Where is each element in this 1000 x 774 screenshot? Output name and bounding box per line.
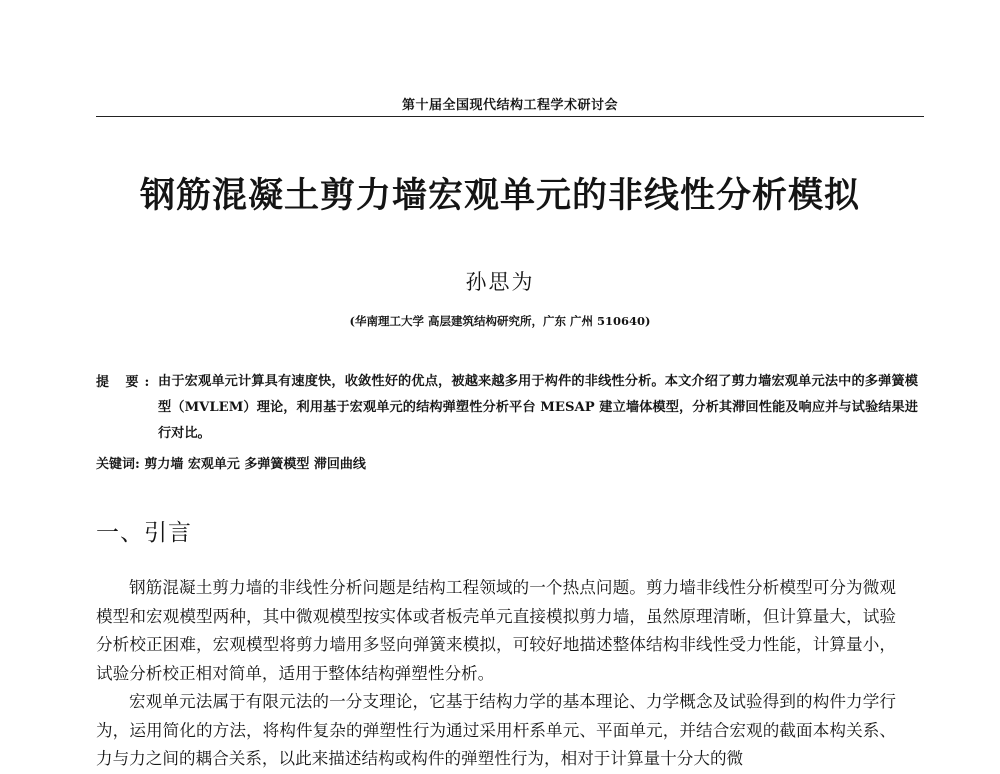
keywords [96, 453, 366, 472]
abstract-text [158, 369, 918, 447]
abstract-label: 提 要: [96, 375, 156, 390]
running-head: 第十届全国现代结构工程学术研讨会 [401, 98, 618, 113]
section-body [96, 574, 896, 774]
abstract-paragraph: 由于宏观单元计算具有速度快，收敛性好的优点，被越来越多用于构件的非线性分析。本文介绍了剪力墙宏观单元法中的多弹簧模型（MVLEM）理论，利用基于宏观单元的结构弹塑性分析平台 MESAP 建立墙体模型，分析其滞回性能及响应并与试验结果进行对比。 [158, 374, 918, 441]
paper-title: 钢筋混凝土剪力墙宏观单元的非线性分析模拟 [139, 176, 860, 216]
keywords-list: 剪力墙 宏观单元 多弹簧模型 滞回曲线 [139, 457, 366, 472]
body-paragraph: 宏观单元法属于有限元法的一分支理论，它基于结构力学的基本理论、力学概念及试验得到的构件力学行为，运用简化的方法，将构件复杂的弹塑性行为通过采用杆系单元、平面单元，并结合宏观的截面本构关系、力与力之间的耦合关系，以此来描述结构或构件的弹塑性行为，相对于计算量十分大的微 [96, 692, 896, 768]
header-rule [96, 116, 924, 117]
author-name: 孙思为 [465, 270, 535, 294]
keywords-label: 关键词: [96, 457, 140, 472]
section-heading: 一、引言 [96, 520, 192, 546]
affiliation: (华南理工大学 高层建筑结构研究所，广东 广州 510640) [349, 314, 651, 328]
body-paragraph: 钢筋混凝土剪力墙的非线性分析问题是结构工程领域的一个热点问题。剪力墙非线性分析模型可分为微观模型和宏观模型两种，其中微观模型按实体或者板壳单元直接模拟剪力墙，虽然原理清晰，但计算量大，试验分析校正困难，宏观模型将剪力墙用多竖向弹簧来模拟，可较好地描述整体结构非线性受力性能，计算量小，试验分析校正相对简单，适用于整体结构弹塑性分析。 [96, 578, 896, 683]
